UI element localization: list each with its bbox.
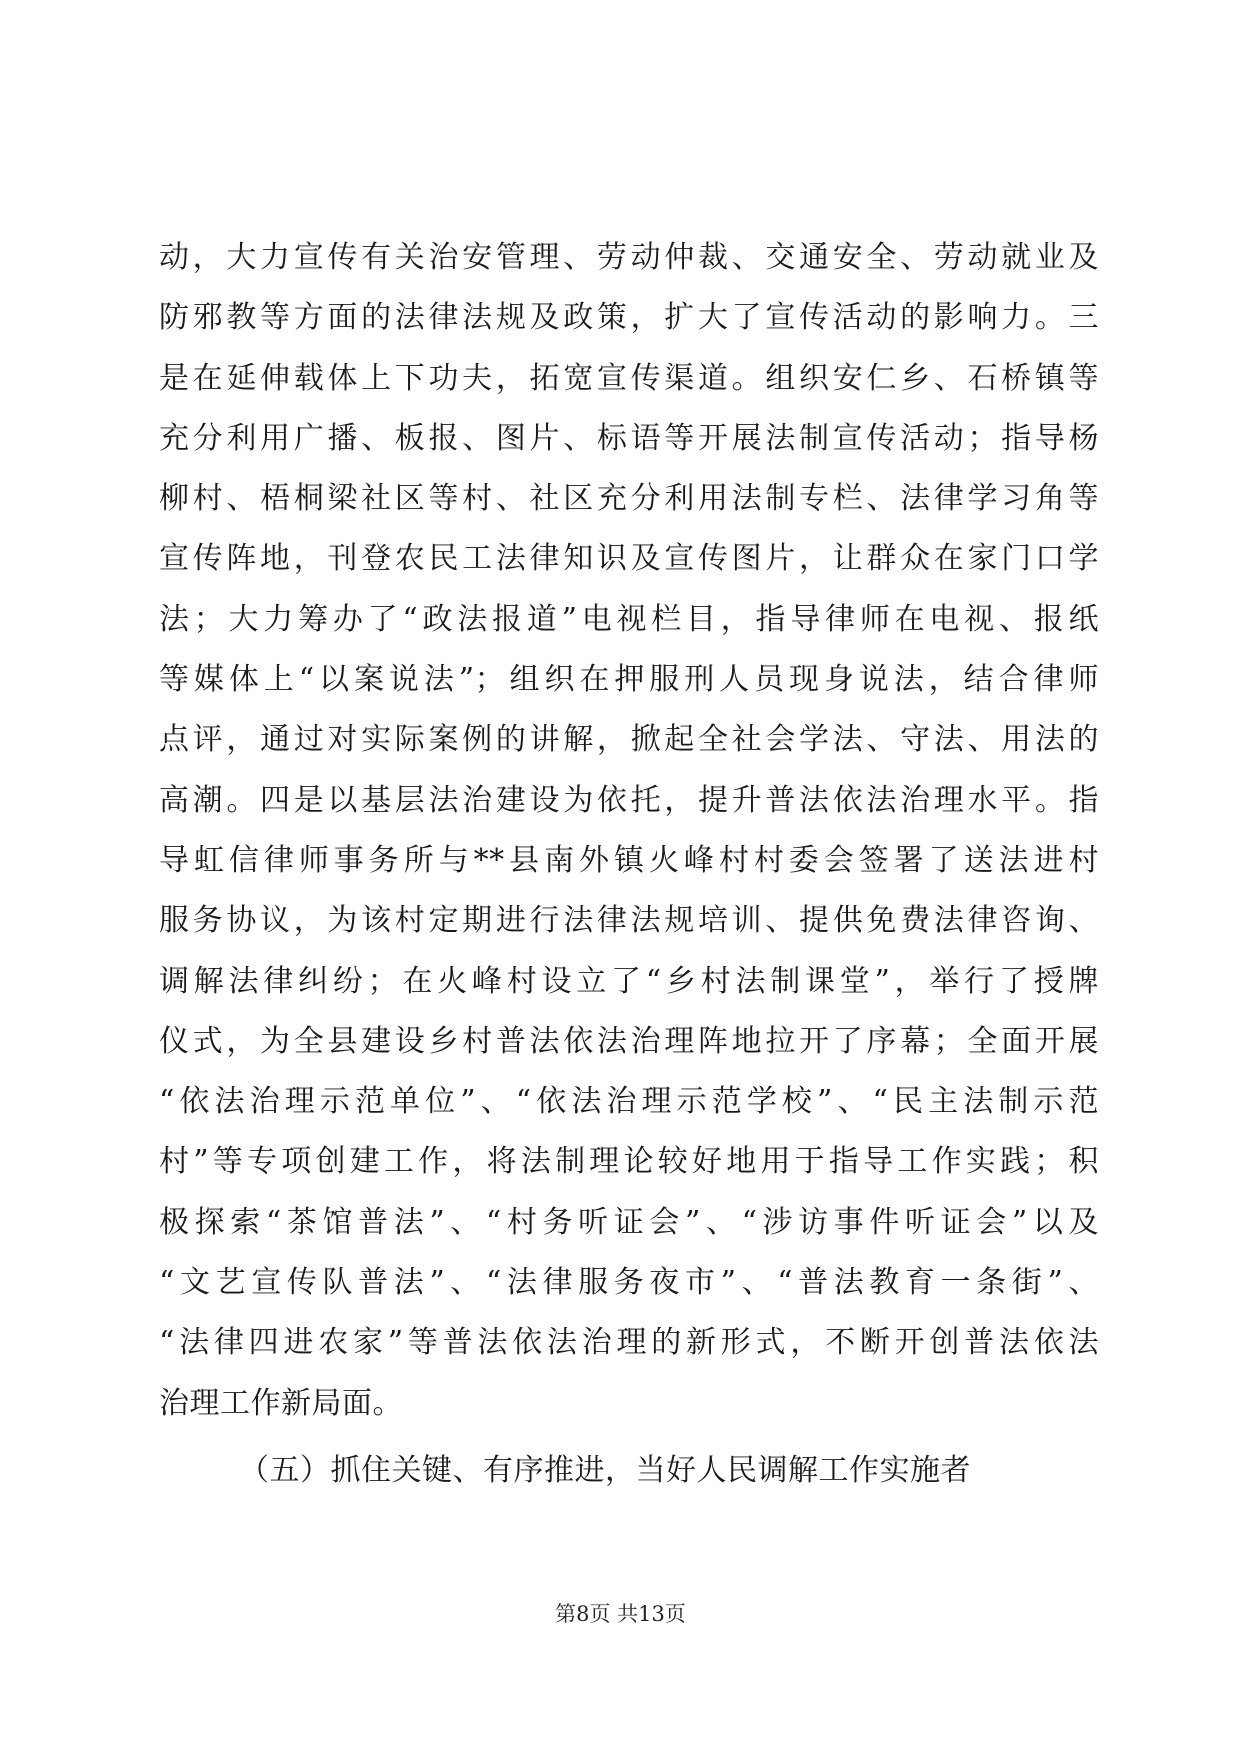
paragraph-line: 是在延伸载体上下功夫，拓宽宣传渠道。组织安仁乡、石桥镇等 <box>159 360 1099 396</box>
page-footer: 第8页 共13页 <box>555 1602 686 1626</box>
paragraph-line: 仪式，为全县建设乡村普法依法治理阵地拉开了序幕；全面开展 <box>159 1023 1099 1059</box>
paragraph-line: 高潮。四是以基层法治建设为依托，提升普法依法治理水平。指 <box>159 782 1099 818</box>
paragraph-line: 治理工作新局面。 <box>159 1385 403 1421</box>
paragraph-line: 法；大力筹办了“政法报道”电视栏目，指导律师在电视、报纸 <box>159 601 1099 637</box>
paragraph-line: 充分利用广播、板报、图片、标语等开展法制宣传活动；指导杨 <box>159 420 1099 456</box>
paragraph-line: 村”等专项创建工作，将法制理论较好地用于指导工作实践；积 <box>159 1144 1099 1180</box>
paragraph-line: “文艺宣传队普法”、“法律服务夜市”、“普法教育一条街”、 <box>159 1265 1099 1301</box>
paragraph-line: 柳村、梧桐梁社区等村、社区充分利用法制专栏、法律学习角等 <box>159 481 1099 517</box>
section-heading: （五）抓住关键、有序推进，当好人民调解工作实施者 <box>239 1452 971 1488</box>
paragraph-line: 极探索“茶馆普法”、“村务听证会”、“涉访事件听证会”以及 <box>159 1204 1099 1240</box>
paragraph-line: 调解法律纠纷；在火峰村设立了“乡村法制课堂”，举行了授牌 <box>159 963 1099 999</box>
paragraph-line: 点评，通过对实际案例的讲解，掀起全社会学法、守法、用法的 <box>159 722 1099 758</box>
paragraph-line: 等媒体上“以案说法”；组织在押服刑人员现身说法，结合律师 <box>159 662 1099 698</box>
paragraph-line: 宣传阵地，刊登农民工法律知识及宣传图片，让群众在家门口学 <box>159 541 1099 577</box>
paragraph-line: 动，大力宣传有关治安管理、劳动仲裁、交通安全、劳动就业及 <box>159 240 1099 275</box>
paragraph-line: 服务协议，为该村定期进行法律法规培训、提供免费法律咨询、 <box>159 903 1099 939</box>
paragraph-line: 防邪教等方面的法律法规及政策，扩大了宣传活动的影响力。三 <box>159 300 1099 336</box>
paragraph-line: “法律四进农家”等普法依法治理的新形式，不断开创普法依法 <box>159 1325 1099 1361</box>
paragraph-line: “依法治理示范单位”、“依法治理示范学校”、“民主法制示范 <box>159 1084 1099 1120</box>
paragraph-line: 导虹信律师事务所与**县南外镇火峰村村委会签署了送法进村 <box>159 842 1099 878</box>
body-paragraph <box>159 228 1099 1501</box>
